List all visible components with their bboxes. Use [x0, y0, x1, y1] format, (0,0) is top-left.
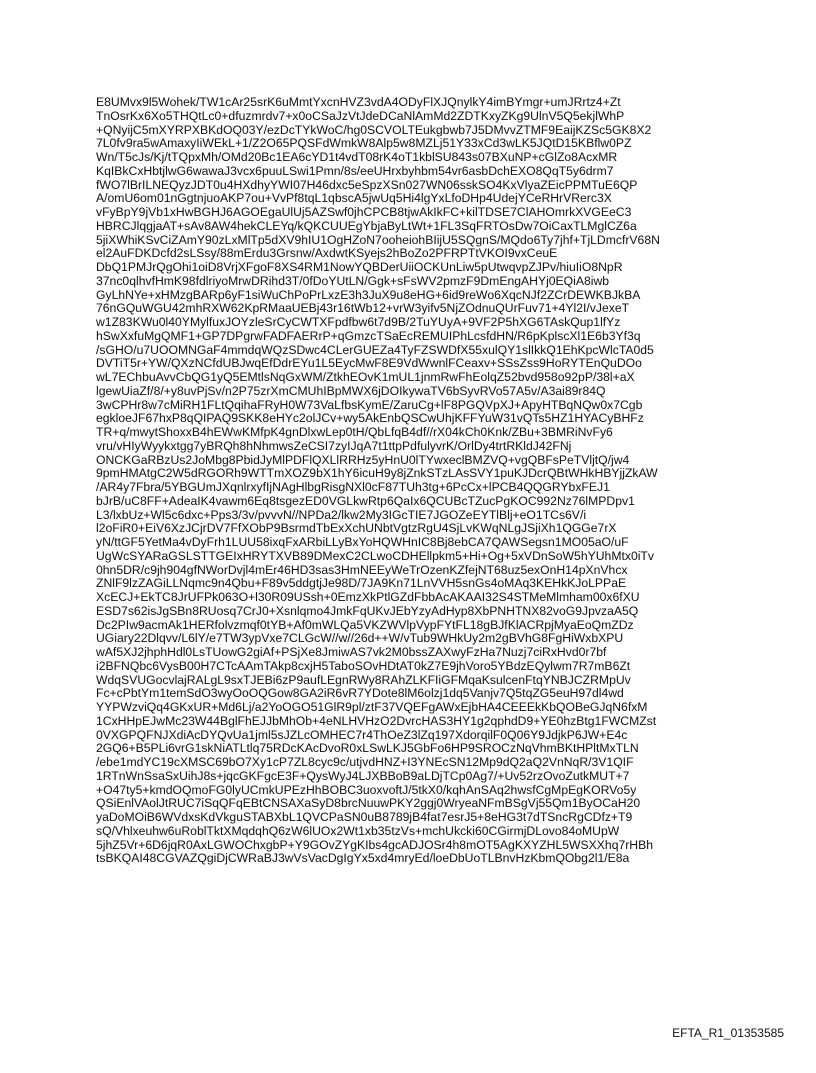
text-line: ONCKGaRBzUs2JoMbg8PbidJyMlPDFlQXLlRRHz5yHnU0lTYwxeclBMZVQ+vgQBFsPeTVljtQ/jw4: [96, 452, 630, 467]
text-line: 37nc0qlhvfHmK98fdlriyoMrwDRihd3T/0fDoYUtLN/Ggk+sFsWV2pmzF9DmEngAHYj0EQiA8iwb: [96, 273, 610, 288]
text-line: DbQ1PMJrQgOhi1oiD8VrjXFgoF8XS4RM1NowYQBDerUiiOCKUnLiw5pUtwqvpZJPv/hiuIiO8NpR: [96, 260, 623, 274]
text-line: +QNyijC5mXYRPXBKdOQ03Y/ezDcTYkWoC/hg0SCVOLTEukgbwb7J5DMvvZTMF9EaijKZSc5GK8X2: [96, 122, 652, 137]
text-line: bJrB/uC8FF+AdeaIK4vawm6Eq8tsgezED0VGLkwRtp6QaIx6QCUBcTZucPgKOC992Nz76lMPDpv1: [96, 493, 635, 508]
text-line: sQ/Vhlxeuhw6uRoblTktXMqdqhQ6zW6lUOx2Wt1xb35tzVs+mchUkcki60CGirmjDLovo84oMUpW: [96, 823, 620, 838]
text-line: lgewUiaZf/8/+y8uvPjSv/n2P75zrXmCMUhIBpMWX6jDOIkywaTV6bSyvRVo57A5v/A3ai89r84Q: [96, 383, 606, 398]
text-line: ESD7s62isJgSBn8RUosq7CrJ0+Xsnlqmo4JmkFqUKvJEbYzyAdHyp8XbPNHTNX82voG9JpvzaA5Q: [96, 603, 639, 618]
document-id-footer: EFTA_R1_01353585: [672, 1026, 784, 1040]
text-line: L3/lxbUz+Wl5c6dxc+Pps3/3v/pvvvN//NPDa2/lkw2My3IGcTIE7JGOZeEYTlBlj+eO1TCs6V/i: [96, 507, 587, 522]
text-line: tsBKQAI48CGVAZQgiDjCWRaBJ3wVsVacDgIgYx5xd4mryEd/loeDbUoTLBnvHzKbmQObg2l1/E8a: [96, 851, 630, 866]
text-line: ZNlF9lzZAGiLLNqmc9n4Qbu+F89v5ddgtjJe98D/7JA9Kn71LnVVH5snGs4oMAq3KEHkKJoLPPaE: [96, 576, 627, 591]
text-line: 0hn5DR/c9jh904gfNWorDvjl4mEr46HD3sas3HmNEEyWeTrOzenKZfejNT68uz5exOnH14pXnVhcx: [96, 562, 628, 577]
text-line: Wn/T5cJs/Kj/tTQpxMh/OMd20Bc1EA6cYD1t4vdT08rK4oT1kblSU843s07BXuNP+cGlZo8AcxMR: [96, 150, 618, 164]
text-line: 2GQ6+B5PLi6vrG1skNiATLtlq75RDcKAcDvoR0xLSwLKJ5GbFo6HP9SROCzNqVhmBKtHPltMxTLN: [96, 741, 639, 756]
text-line: A/omU6om01nGgtnjuoAKP7ou+VvPf8tqL1qbscA5jwUq5Hi4lgYxLfoDHp4UdejYCeRHrVRerc3X: [96, 191, 612, 206]
text-line: w1Z83KWu0l40YMylfuxJOYzleSrCyCWTXFpdfbw6t7d9B/2TuYUyA+9VF2P5hXG6TAskQup1lfYz: [96, 315, 621, 329]
text-line: 5jiXWhiKSvCiZAmY90zLxMlTp5dXV9hIU1OgHZoN7ooheiohBIijU5SQgnS/MQdo6Ty7jhf+TjLDmcfrV68N: [96, 232, 660, 247]
text-line: yaDoMOiB6WVdxsKdVkguSTABXbL1QVCPaSN0uB8789jB4fat7esrJ5+8eHG3t7dTSncRgCDfz+T9: [96, 810, 633, 824]
text-line: +O47ty5+kmdOQmoFG0lyUCmkUPEzHhBOBC3uoxvoftJ/5tkX0/kqhAnSAq2hwsfCgMpEgKORVo5y: [96, 782, 637, 797]
text-line: QSiEnlVAolJtRUC7iSqQFqEBtCNSAXaSyD8brcNuuwPKY2ggj0WryeaNFmBSgVj55Qm1ByOCaH20: [96, 796, 641, 811]
text-line: fWO7lBrILNEQyzJDT0u4HXdhyYWI07H46dxc5eSpzXSn027WN06sskSO4KxVlyaZEicPPMTuE6QP: [96, 177, 638, 192]
text-line: /ebe1mdYC19cXMSC69bO7Xy1cP7ZL8cyc9c/utjvdHNZ+I3YNEcSN12Mp9dQ2aQ2VnNqR/3V1QIF: [96, 755, 634, 769]
text-line: UgWcSYARaGSLSTTGEIxHRYTXVB89DMexC2CLwoCDHEllpkm5+Hi+Og+5xVDnSoW5hYUhMtx0iTv: [96, 548, 654, 563]
text-line: YYPWzviQq4GKxUR+Md6Lj/a2YoOGO51GlR9pl/ztF37VQEFgAWxEjbHA4CEEEkKbQOBeGJqN6fxM: [96, 700, 648, 714]
text-line: vru/vHIyWyykxtgg7yBRQh8hNhmwsZeCSI7zyIJqA7t1ttpPdfulyvrK/OrlDy4trtRKldJ42FNj: [96, 438, 572, 453]
text-line: 3wCPHr8w7cMiRH1FLtQqihaFRyH0W73VaLfbsKymE/ZaruCg+lF8PGQVpXJ+ApyHTBqNQw0x7Cgb: [96, 397, 643, 412]
text-line: KqIBkCxHbtjlwG6wawaJ3vcx6puuLSwi1Pmn/8s/eeUHrxbyhbm54vr6asbDchEXO8QqT5y6drm7: [96, 163, 614, 178]
text-line: /sGHO/u7UOOMNGaF4mmdqWQzSDwc4CLerGUEZa4TyFZSWDfX55xulQY1slIkkQ1EhKpcWlcTA0d5: [96, 342, 654, 357]
text-line: E8UMvx9l5Wohek/TW1cAr25srK6uMmtYxcnHVZ3vdA4ODyFlXJQnylkY4imBYmgr+umJRrtz4+Zt: [96, 95, 621, 109]
text-line: /AR4y7Fbra/5YBGUmJXqnlrxyfIjNAgHlbgRisgNXl0cF87TUh3tg+6PcCx+lPCB4QQGRYbxFEJ1: [96, 480, 610, 494]
text-line: l2oFiR0+EiV6XzJCjrDV7FfXObP9BsrmdTbExXchUNbtVgtzRgU4SjLvKWqNLgJSjiXh1QGGe7rX: [96, 521, 617, 536]
text-line: vFyBpY9jVb1xHwBGHJ6AGOEgaUlUj5AZSwf0jhCPCB8tjwAkIkFC+kilTDSE7ClAHOmrkXVGEeC3: [96, 205, 632, 219]
text-line: yN/ttGF5YetMa4vDyFrh1LUU58ixqFxARbiLLyBxYoHQWHnIC8Bj8ebCA7QAWSegsn1MO05aO/uF: [96, 535, 629, 549]
text-line: 5jhZ5Vr+6D6jqR0AxLGWOChxgbP+Y9GOvZYgKIbs4gcADJOSr4h8mOT5AgKXYZHL5WSXXhq7rHBh: [96, 837, 654, 852]
text-line: UGiary22Dlqvv/L6lY/e7TW3ypVxe7CLGcW//w//26d++W/vTub9WHkUy2m2gBVhG8FgHiWxbXPU: [96, 631, 624, 646]
text-line: 7L0fv9ra5wAmaxyIiWEkL+1/Z2O65PQSFdWmkW8Alp5w8MZLj51Y33xCd3wLK5JQtD15KBflw0PZ: [96, 136, 632, 151]
text-line: WdqSVUGocvlajRALgL9sxTJEBi6zP9aufLEgnRWy8RAhZLKFIiGFMqaKsulcenFtqYNBJCZRMpUv: [96, 672, 631, 687]
text-line: GyLhNYe+xHMzgBARp6yF1siWuChPoPrLxzE3h3JuX9u8eHG+6id9reWo6XqcNJf2ZCrDEWKBJkBA: [96, 287, 641, 302]
text-line: Dc2PIw9acmAk1HERfolvzmqf0tYB+Af0mWLQa5VKZWVlpVypFYtFL18gBJfKlACRpjMyaEoQmZDz: [96, 617, 634, 632]
text-line: HBRCJlqgjaAT+sAv8AW4hekCLEYq/kQKCUUEgYbjaByLtWt+1FL3SqFRTOsDw7OiCaxTLMglCZ6a: [96, 218, 637, 233]
text-line: wL7EChbuAvvCbQG1yQ5EMtlsNqGxWM/ZtkhEOvK1mUL1jnmRwFhEolqZ52bvd958o92pP/38l+aX: [96, 370, 635, 384]
text-line: 1CxHHpEJwMc23W44BglFhEJJbMhOb+4eNLHVHzO2DvrcHAS3HY1g2qphdD9+YE0hzBtg1FWCMZst: [96, 713, 657, 728]
text-line: Fc+cPbtYm1temSdO3wyOoOQGow8GA2iR6vR7YDote8lM6olzj1dq5Vanjv7Q5tqZG5euH97dl4wd: [96, 686, 624, 701]
text-line: DVTiT5r+YW/QXzNCfdUBJwqEfDdrEYu1L5EycMwF8E9VdWwnlFCeaxv+SSsZss9HoRYTEnQuDOo: [96, 356, 642, 371]
text-line: 0VXGPQFNJXdiAcDYQvUa1jml5sJZLcOMHEC7r4ThOeZ3lZq197XdorqilF0Q06Y9JdjkP6JW+E4c: [96, 727, 628, 742]
text-line: XcECJ+EkTC8JrUFPk063O+l30R09USsh+0EmzXkPtlGZdFbbAcAKAAI32S4STMeMlmham00x6fXU: [96, 590, 640, 604]
text-line: TnOsrKx6Xo5THQtLc0+dfuzmrdv7+x0oCSaJzVtJdeDCaNlAmMd2ZDTKxyZKg9UlnV5Q5ekjlWhP: [96, 108, 625, 123]
text-line: 76nGQuWGU42mhRXW62KpRMaaUEBj43r16tWb12+vrW3yifv5NjZOdnuQUrFuv71+4Yl2I/vJexeT: [96, 301, 630, 316]
text-line: TR+q/mwytShoxxB4hEWwKMfpK4gnDlxwLep0tH/QbLfqB4df//rX04kCh0Knk/ZBu+3BMRiNvFy6: [96, 425, 613, 439]
text-line: i2BFNQbc6VysB00H7CTcAAmTAkp8cxjH5TaboSOvHDtAT0kZ7E9jhVoro5YBdzEQylwm7R7mB6Zt: [96, 658, 631, 673]
text-line: 1RTnWnSsaSxUihJ8s+jqcGKFgcE3F+QysWyJ4LJXBBoB9aLDjTCp0Ag7/+Uv52rzOvoZutkMUT+7: [96, 768, 630, 783]
text-line: el2AuFDKDcfd2sLSsy/88mErdu3Grsnw/AxdwtKSyejs2hBoZo2PFRPTtVKOI9vxCeuE: [96, 246, 558, 261]
text-line: wAf5XJ2jhphHdl0LsTUowG2giAf+PSjXe8JmiwAS7vk2M0bssZAXwyFzHa7Nuzj7ciRxHvd0r7bf: [96, 645, 607, 659]
text-line: egkloeJF67hxP8qQIPAQ9SKK8eHYc2olJCv+wy5AkEnbQSCwUhjKFFYuW31vQTs5HZ1HYACyBHFz: [96, 411, 644, 426]
text-line: hSwXxfuMgQMF1+GP7DPgrwFADFAERrP+qGmzcTSaEcREMUIPhLcsfdHN/R6pKplscXl1E6b3Yf3q: [96, 328, 641, 343]
text-line: 9pmHMAtgC2W5dRGORh9WTTmXOZ9bX1hY6icuH9y8jZnkSTzLAsSVY1puKJDcrQBtWHkHBYjjZkAW: [96, 466, 658, 481]
encoded-text-block: [96, 96, 736, 866]
